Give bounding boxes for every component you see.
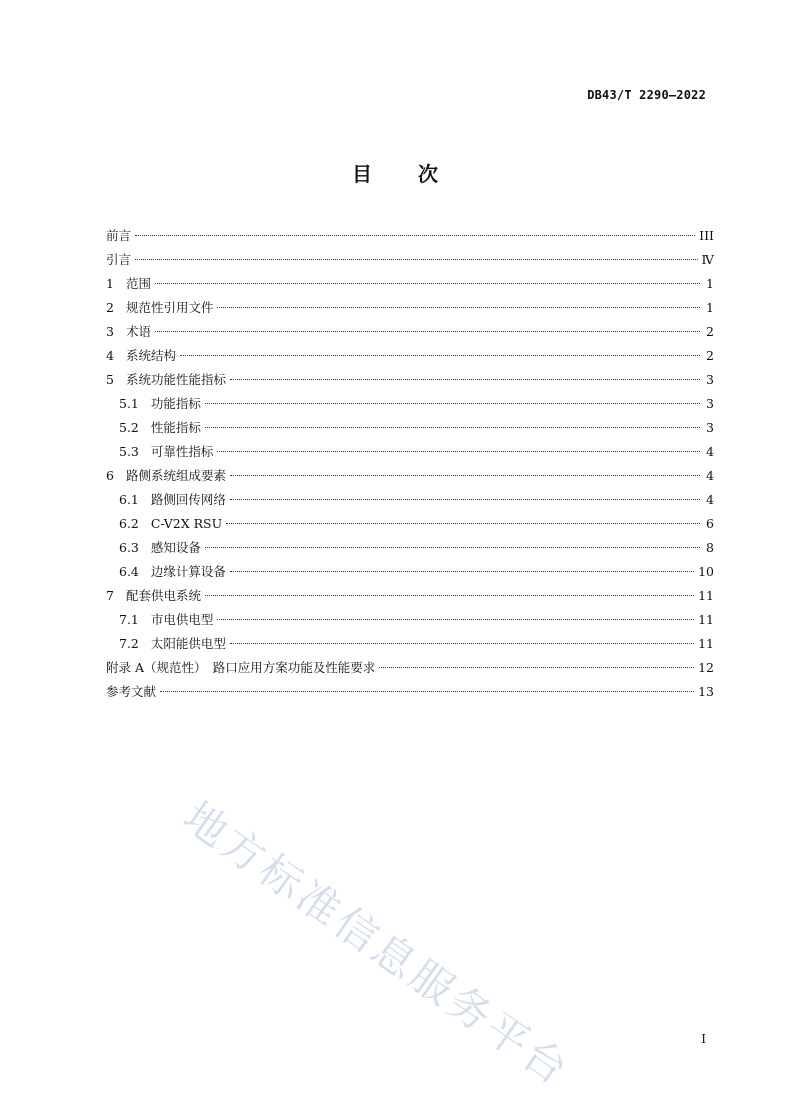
toc-entry-label: 引言 bbox=[106, 252, 132, 267]
toc-dot-leader bbox=[205, 403, 700, 404]
toc-entry-label: 系统功能性能指标 bbox=[125, 372, 226, 387]
toc-dot-leader bbox=[217, 451, 700, 452]
toc-dot-leader bbox=[230, 571, 694, 572]
toc-entry-page: 3 bbox=[706, 420, 714, 435]
toc-entry-page: 3 bbox=[706, 396, 714, 411]
toc-entry-page: 1 bbox=[706, 276, 714, 291]
toc-entry[interactable] bbox=[106, 392, 714, 416]
toc-entry-page: 11 bbox=[698, 588, 714, 603]
toc-entry-label: 可靠性指标 bbox=[150, 444, 214, 459]
toc-entry-label: C-V2X RSU bbox=[150, 516, 223, 531]
toc-dot-leader bbox=[217, 307, 700, 308]
toc-entry-page: 4 bbox=[706, 444, 714, 459]
toc-entry-label: 市电供电型 bbox=[150, 612, 214, 627]
toc-entry[interactable] bbox=[106, 656, 714, 680]
toc-entry[interactable] bbox=[106, 416, 714, 440]
toc-entry[interactable] bbox=[106, 560, 714, 584]
toc-entry-number: 5.1 bbox=[119, 396, 139, 411]
toc-entry-page: Ⅳ bbox=[701, 252, 714, 267]
toc-entry[interactable] bbox=[106, 248, 714, 272]
toc-entry[interactable] bbox=[106, 608, 714, 632]
toc-entry-page: 4 bbox=[706, 468, 714, 483]
toc-entry-page: 12 bbox=[698, 660, 714, 675]
toc-entry-page: III bbox=[699, 228, 714, 243]
toc-entry[interactable] bbox=[106, 512, 714, 536]
toc-entry-page: 6 bbox=[706, 516, 714, 531]
toc-dot-leader bbox=[217, 619, 694, 620]
toc-entry-number: 1 bbox=[106, 276, 114, 291]
toc-entry-number: 6.3 bbox=[119, 540, 139, 555]
toc-entry-number: 6 bbox=[106, 468, 114, 483]
toc-entry[interactable] bbox=[106, 440, 714, 464]
toc-entry-number: 7.1 bbox=[119, 612, 139, 627]
toc-entry-label: 配套供电系统 bbox=[125, 588, 201, 603]
toc-entry-number: 6.4 bbox=[119, 564, 139, 579]
toc-entry-label: 系统结构 bbox=[125, 348, 176, 363]
toc-entry[interactable] bbox=[106, 272, 714, 296]
toc-entry-page: 2 bbox=[706, 348, 714, 363]
toc-entry-page: 11 bbox=[698, 612, 714, 627]
toc-entry-page: 1 bbox=[706, 300, 714, 315]
toc-entry-label: 感知设备 bbox=[150, 540, 201, 555]
toc-entry-label: 术语 bbox=[125, 324, 151, 339]
toc-dot-leader bbox=[205, 427, 700, 428]
toc-entry[interactable] bbox=[106, 320, 714, 344]
toc-entry-number: 2 bbox=[106, 300, 114, 315]
toc-entry-number: 6.2 bbox=[119, 516, 139, 531]
toc-entry[interactable] bbox=[106, 680, 714, 704]
toc-entry-number: 3 bbox=[106, 324, 114, 339]
toc-dot-leader bbox=[160, 691, 694, 692]
toc-entry-number: 7 bbox=[106, 588, 114, 603]
document-code: DB43/T 2290—2022 bbox=[587, 88, 706, 102]
toc-entry[interactable] bbox=[106, 488, 714, 512]
toc-entry[interactable] bbox=[106, 344, 714, 368]
toc-entry-page: 11 bbox=[698, 636, 714, 651]
toc-entry-label: 边缘计算设备 bbox=[150, 564, 226, 579]
toc-entry-page: 4 bbox=[706, 492, 714, 507]
toc-entry-label: 性能指标 bbox=[150, 420, 201, 435]
toc-entry-label: 规范性引用文件 bbox=[125, 300, 214, 315]
toc-entry-page: 2 bbox=[706, 324, 714, 339]
toc-entry-page: 10 bbox=[698, 564, 714, 579]
toc-dot-leader bbox=[230, 499, 700, 500]
toc-entry-number: 7.2 bbox=[119, 636, 139, 651]
toc-dot-leader bbox=[180, 355, 700, 356]
toc-dot-leader bbox=[155, 283, 700, 284]
page-number: I bbox=[701, 1032, 706, 1046]
toc-entry-label: 路侧回传网络 bbox=[150, 492, 226, 507]
watermark: 地方标准信息服务平台 bbox=[174, 791, 580, 1096]
toc-title: 目 次 bbox=[352, 162, 440, 186]
toc-dot-leader bbox=[155, 331, 700, 332]
toc-dot-leader bbox=[205, 595, 694, 596]
toc-entry[interactable] bbox=[106, 464, 714, 488]
toc-entry-label: 功能指标 bbox=[150, 396, 201, 411]
toc-entry-number: 4 bbox=[106, 348, 114, 363]
toc-dot-leader bbox=[379, 667, 694, 668]
toc-dot-leader bbox=[226, 523, 700, 524]
toc-entry-label: 前言 bbox=[106, 228, 132, 243]
toc-dot-leader bbox=[135, 259, 697, 260]
toc-entry-number: 6.1 bbox=[119, 492, 139, 507]
toc-dot-leader bbox=[230, 643, 694, 644]
toc-entry[interactable] bbox=[106, 584, 714, 608]
toc-dot-leader bbox=[230, 379, 700, 380]
toc-entry-label: 参考文献 bbox=[106, 684, 157, 699]
toc-dot-leader bbox=[205, 547, 700, 548]
toc-entry-label: 路侧系统组成要素 bbox=[125, 468, 226, 483]
toc-entry-label: 附录 A（规范性） 路口应用方案功能及性能要求 bbox=[106, 660, 376, 675]
toc-entry-page: 13 bbox=[698, 684, 714, 699]
toc-entry-number: 5 bbox=[106, 372, 114, 387]
toc-entry-page: 8 bbox=[706, 540, 714, 555]
table-of-contents bbox=[106, 224, 714, 704]
toc-entry-page: 3 bbox=[706, 372, 714, 387]
toc-entry[interactable] bbox=[106, 632, 714, 656]
toc-entry[interactable] bbox=[106, 224, 714, 248]
toc-dot-leader bbox=[135, 235, 695, 236]
toc-entry[interactable] bbox=[106, 296, 714, 320]
toc-entry-label: 太阳能供电型 bbox=[150, 636, 226, 651]
toc-entry-label: 范围 bbox=[125, 276, 151, 291]
toc-entry[interactable] bbox=[106, 536, 714, 560]
toc-entry-number: 5.2 bbox=[119, 420, 139, 435]
toc-dot-leader bbox=[230, 475, 700, 476]
toc-entry[interactable] bbox=[106, 368, 714, 392]
toc-entry-number: 5.3 bbox=[119, 444, 139, 459]
